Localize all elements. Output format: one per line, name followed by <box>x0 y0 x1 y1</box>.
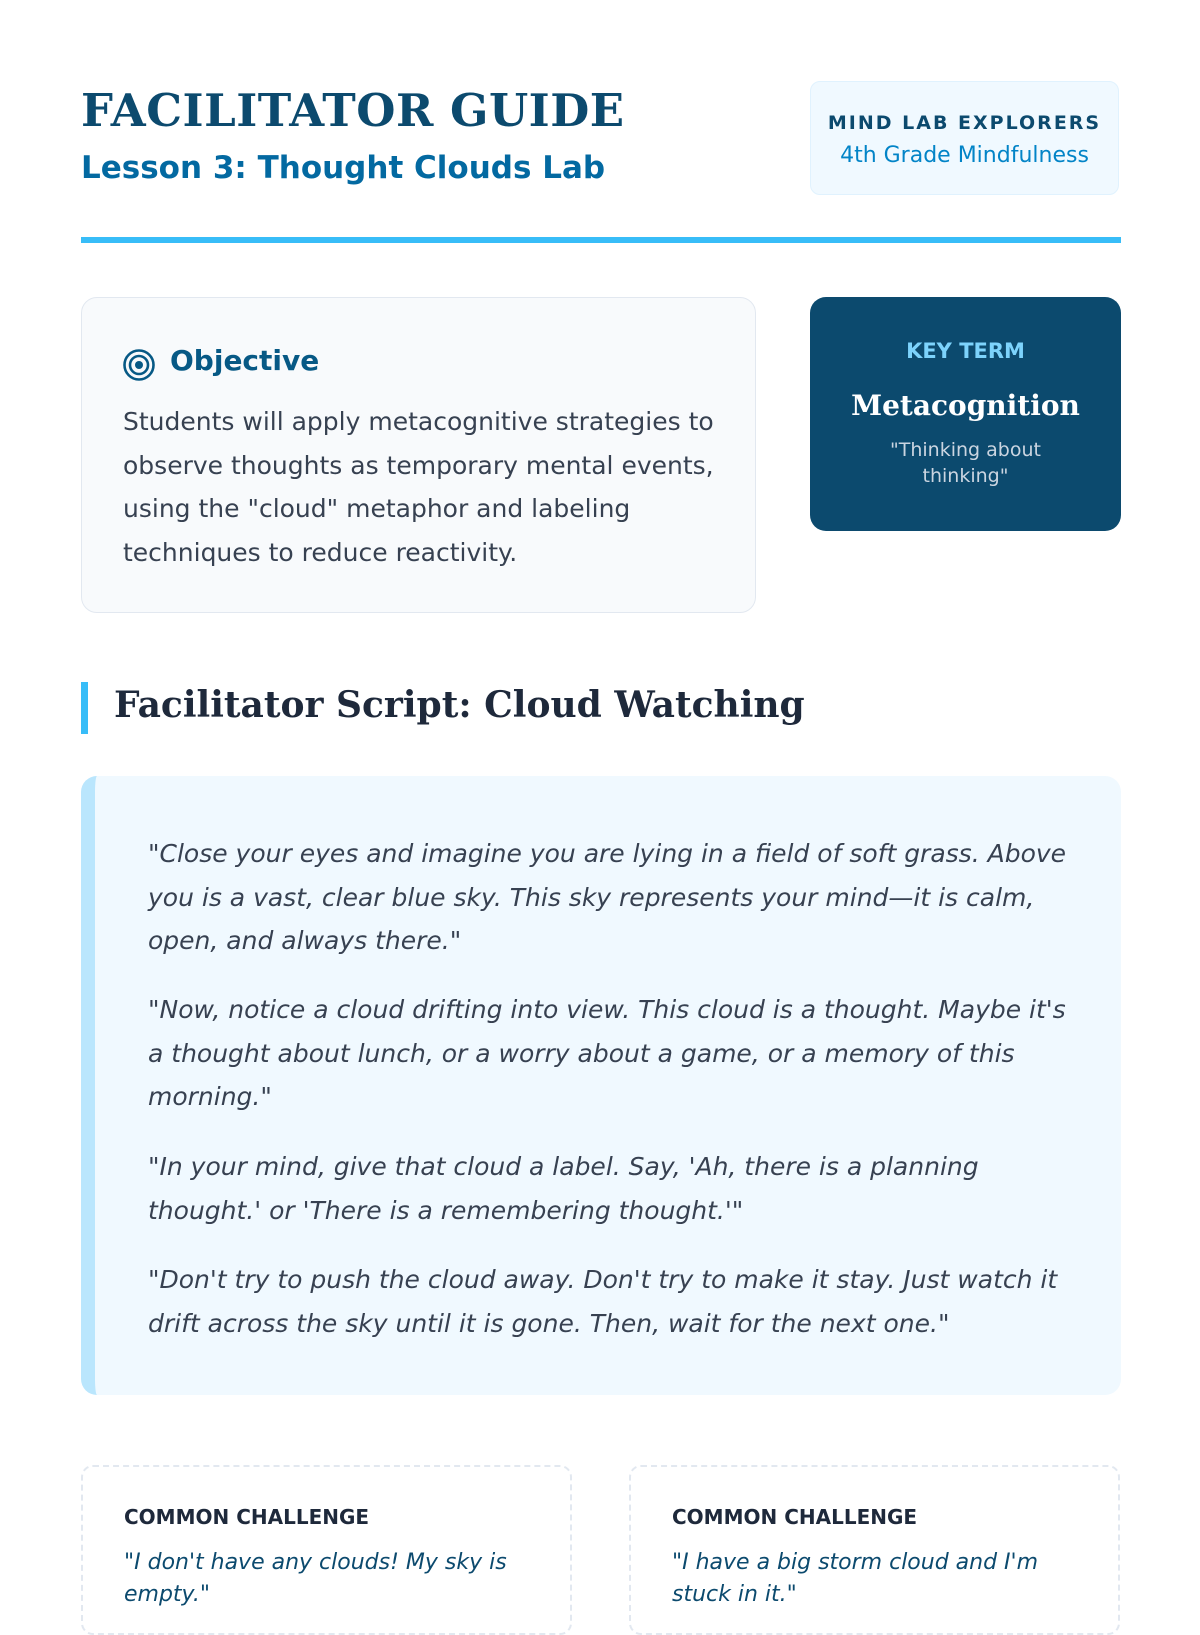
script-box <box>81 776 1121 1395</box>
objective-card <box>81 297 756 613</box>
challenge-quote: "I have a big storm cloud and I'm stuck in it." <box>672 1550 1039 1607</box>
challenge-card <box>629 1465 1120 1635</box>
challenge-card <box>81 1465 572 1635</box>
challenge-quote: "I don't have any clouds! My sky is empty." <box>124 1550 507 1607</box>
section-accent-bar <box>81 682 88 734</box>
key-term-word: Metacognition <box>851 389 1080 422</box>
objective-heading: Objective <box>170 344 320 377</box>
header-divider <box>81 237 1121 243</box>
script-paragraph: "Now, notice a cloud drifting into view. This cloud is a thought. Maybe it's a thought about lunch, or a worry about a game, or a memory of this morning." <box>148 995 1066 1111</box>
challenge-label: COMMON CHALLENGE <box>672 1505 918 1529</box>
page-title: FACILITATOR GUIDE <box>81 84 625 137</box>
target-icon <box>122 348 156 382</box>
brand-badge <box>810 81 1119 195</box>
script-heading: Facilitator Script: Cloud Watching <box>114 684 805 726</box>
brand-grade: 4th Grade Mindfulness <box>840 143 1089 168</box>
key-term-label: KEY TERM <box>906 339 1025 363</box>
challenge-label: COMMON CHALLENGE <box>124 1505 370 1529</box>
objective-text: Students will apply metacognitive strategies to observe thoughts as temporary mental events, using the "cloud" metaphor and labeling techniques to reduce reactivity. <box>123 407 714 567</box>
script-paragraph: "Close your eyes and imagine you are lying in a field of soft grass. Above you is a vast, clear blue sky. This sky represents your mind—it is calm, open, and always there." <box>148 839 1067 955</box>
facilitator-guide-page <box>81 0 1121 1607</box>
brand-name: MIND LAB EXPLORERS <box>827 112 1102 134</box>
key-term-definition: "Thinking about thinking" <box>890 439 1041 487</box>
script-paragraph: "Don't try to push the cloud away. Don't try to make it stay. Just watch it drift across the sky until it is gone. Then, wait for the next one." <box>148 1265 1058 1338</box>
key-term-card <box>810 297 1121 531</box>
lesson-subtitle: Lesson 3: Thought Clouds Lab <box>81 150 606 186</box>
script-paragraph: "In your mind, give that cloud a label. Say, 'Ah, there is a planning thought.' or 'There is a remembering thought.'" <box>148 1152 979 1225</box>
